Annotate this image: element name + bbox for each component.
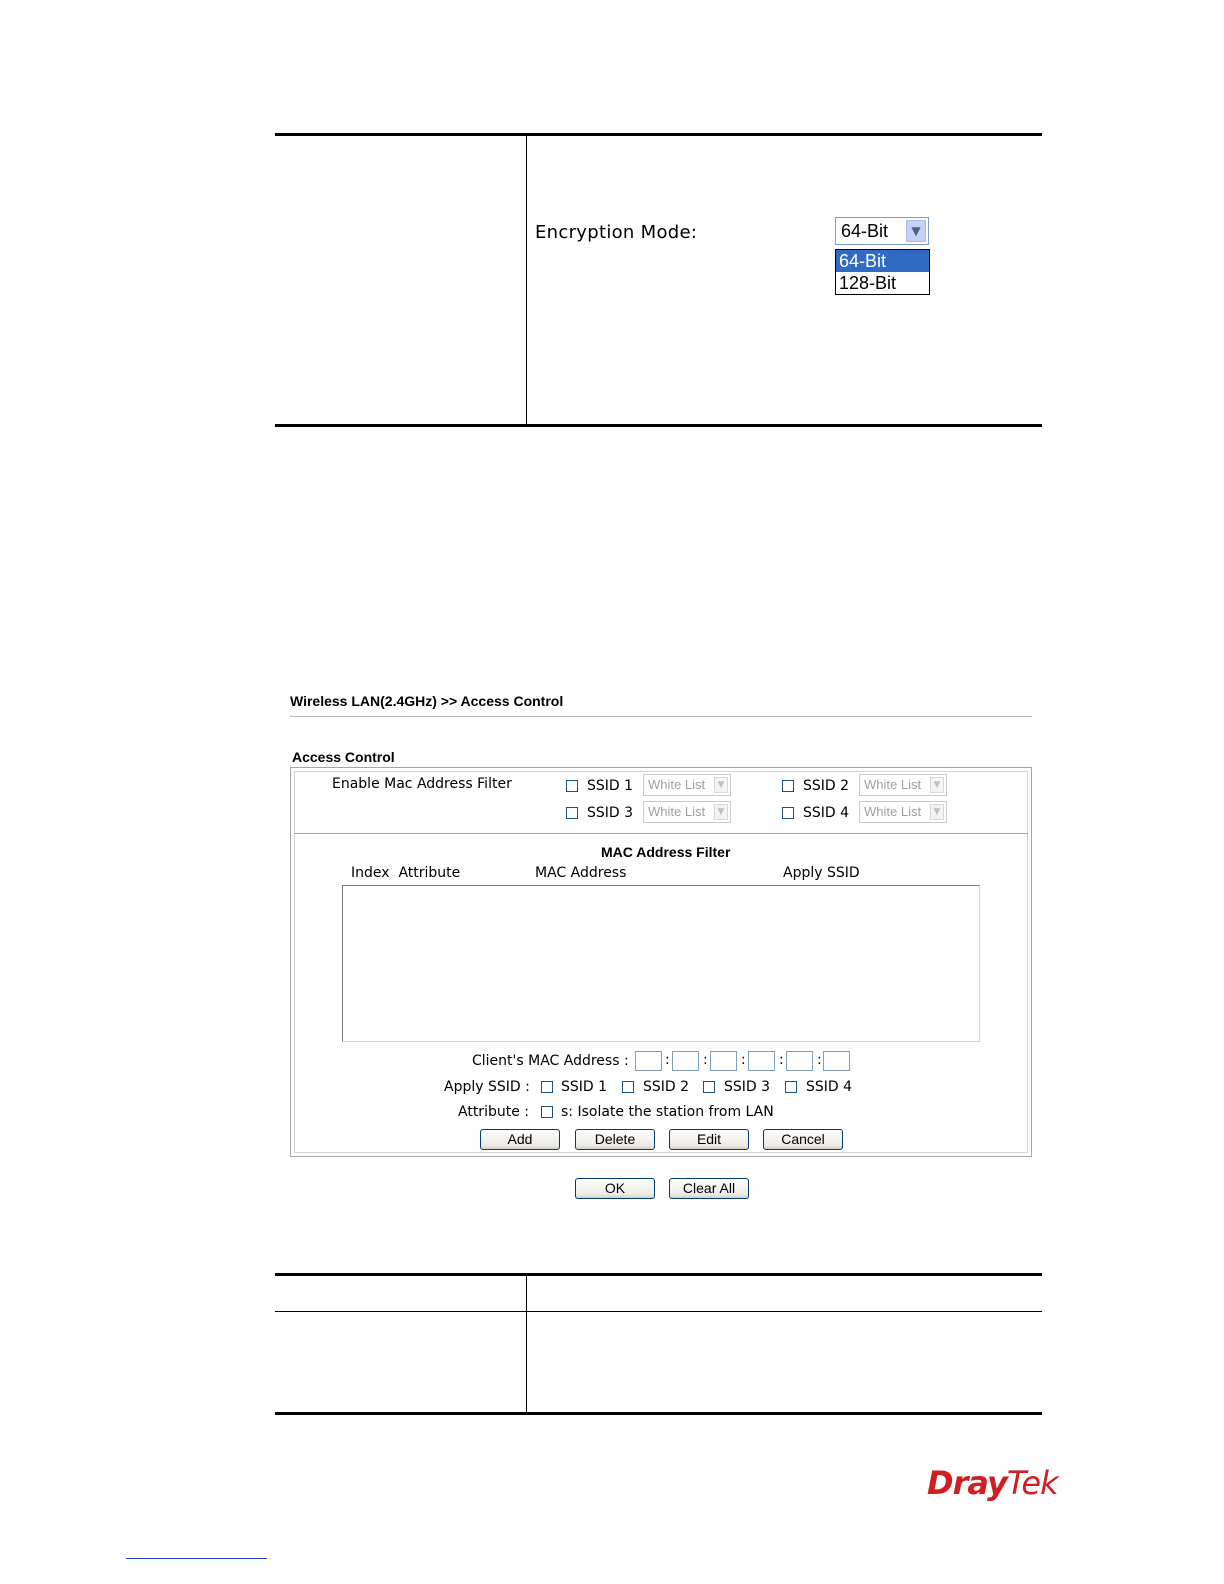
chevron-down-icon[interactable]: ▼ [906,220,926,242]
apply-ssid1-checkbox[interactable] [541,1081,553,1093]
table-top-border [275,133,1042,136]
column-index-attribute: Index Attribute [351,865,461,881]
mac-octet-6[interactable] [823,1051,850,1071]
chevron-down-icon[interactable]: ▼ [714,804,728,820]
client-mac-label: Client's MAC Address : [472,1053,629,1069]
ssid3-filter-checkbox[interactable] [566,807,578,819]
logo-dray: Dray [927,1464,1007,1502]
ssid1-filter-label: SSID 1 [587,778,634,794]
logo-tek: Tek [1006,1464,1058,1502]
bottom-table-column-divider [526,1276,527,1412]
apply-ssid4-label: SSID 4 [806,1079,853,1095]
apply-ssid3-checkbox[interactable] [703,1081,715,1093]
encryption-option-64[interactable]: 64-Bit [836,250,929,272]
cancel-button[interactable]: Cancel [763,1129,843,1150]
footer-link-underline[interactable] [126,1558,267,1559]
mac-filter-title: MAC Address Filter [601,844,731,860]
ssid3-filter-label: SSID 3 [587,805,634,821]
ssid2-list-value: White List [864,777,922,792]
bottom-table-header-rule [275,1311,1042,1312]
ssid2-filter-label: SSID 2 [803,778,850,794]
encryption-mode-selected: 64-Bit [841,221,889,241]
encryption-mode-select[interactable] [835,217,929,245]
ssid3-list-select[interactable] [643,801,731,823]
apply-ssid2-label: SSID 2 [643,1079,690,1095]
column-apply-ssid: Apply SSID [783,865,860,881]
mac-separator: : [817,1052,822,1068]
ssid4-filter-checkbox[interactable] [782,807,794,819]
table-bottom-border [275,424,1042,427]
apply-ssid2-checkbox[interactable] [622,1081,634,1093]
panel-divider [294,833,1028,834]
mac-filter-list[interactable] [342,885,980,1042]
mac-octet-1[interactable] [635,1051,662,1071]
apply-ssid1-label: SSID 1 [561,1079,608,1095]
page-breadcrumb: Wireless LAN(2.4GHz) >> Access Control [290,693,564,709]
add-button[interactable]: Add [480,1129,560,1150]
edit-button[interactable]: Edit [669,1129,749,1150]
apply-ssid4-checkbox[interactable] [785,1081,797,1093]
apply-ssid3-label: SSID 3 [724,1079,771,1095]
mac-separator: : [665,1052,670,1068]
apply-ssid-label: Apply SSID : [444,1079,530,1095]
mac-separator: : [779,1052,784,1068]
ssid1-list-value: White List [648,777,706,792]
isolate-station-checkbox[interactable] [541,1106,553,1118]
mac-octet-4[interactable] [748,1051,775,1071]
chevron-down-icon[interactable]: ▼ [930,777,944,793]
attribute-label: Attribute : [458,1104,529,1120]
chevron-down-icon[interactable]: ▼ [714,777,728,793]
chevron-down-icon[interactable]: ▼ [930,804,944,820]
ssid4-list-value: White List [864,804,922,819]
encryption-mode-dropdown[interactable] [835,249,930,295]
clear-all-button[interactable]: Clear All [669,1178,749,1199]
encryption-option-128[interactable]: 128-Bit [839,273,897,293]
encryption-mode-label: Encryption Mode: [535,222,698,243]
ssid3-list-value: White List [648,804,706,819]
ssid2-filter-checkbox[interactable] [782,780,794,792]
bottom-table-bottom-border [275,1412,1042,1415]
section-title: Access Control [292,749,395,765]
ssid1-filter-checkbox[interactable] [566,780,578,792]
mac-separator: : [703,1052,708,1068]
draytek-logo [927,1464,1058,1502]
ssid4-list-select[interactable] [859,801,947,823]
ok-button[interactable]: OK [575,1178,655,1199]
enable-mac-filter-label: Enable Mac Address Filter [332,776,512,792]
bottom-table-top-border [275,1273,1042,1276]
mac-separator: : [741,1052,746,1068]
table-column-divider [526,136,527,424]
ssid1-list-select[interactable] [643,774,731,796]
column-mac-address: MAC Address [535,865,627,881]
ssid4-filter-label: SSID 4 [803,805,850,821]
mac-octet-2[interactable] [672,1051,699,1071]
mac-octet-5[interactable] [786,1051,813,1071]
delete-button[interactable]: Delete [575,1129,655,1150]
isolate-station-label: s: Isolate the station from LAN [561,1104,774,1120]
mac-octet-3[interactable] [710,1051,737,1071]
breadcrumb-divider [290,716,1032,717]
ssid2-list-select[interactable] [859,774,947,796]
